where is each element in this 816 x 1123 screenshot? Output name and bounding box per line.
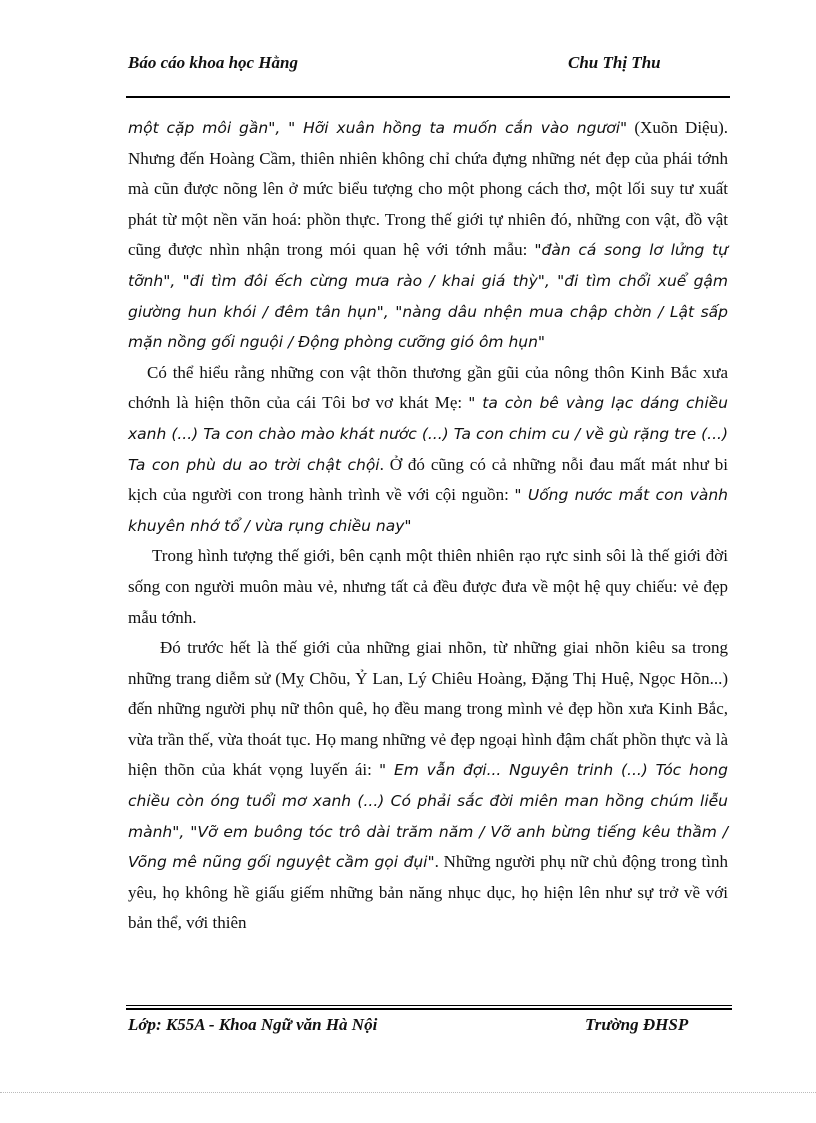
header-rule <box>126 96 730 98</box>
footer-rule-thick <box>126 1008 732 1010</box>
text: Đó trước hết là thế giới của những giai nhõn, từ những giai nhõn kiêu sa trong những trang diễm sử (Mỵ Chõu, Ỷ Lan, Lý Chiêu Hoàng, Đặng Thị Huệ, Ngọc Hõn...) đến những người phụ nữ thôn quê, họ đều mang trong mình vẻ đẹp hồn xưa Kinh Bắc, vừa trần thế, vừa thoát tục. Họ mang những vẻ đẹp ngoại hình đậm chất phồn thực và là hiện thõn của khát vọng luyến ái: <box>128 638 728 780</box>
footer-rule <box>126 1005 732 1006</box>
quote: " Uống nước mắt con vành khuyên nhớ tổ / vừa rụng chiều nay" <box>128 486 728 535</box>
header-left-title: Báo cáo khoa học Hằng <box>128 53 299 72</box>
quote: một cặp môi gần", " Hỡi xuân hồng ta muốn cắn vào ngươi" <box>128 119 628 137</box>
text: . Những người phụ nữ chủ động trong tình yêu, họ không hề giấu giếm những bản năng nhục dục, họ hiện lên như sự trở về với bản thể, với thiên <box>128 852 728 933</box>
document-body <box>128 113 728 939</box>
quote: " Em vẫn đợi... Nguyên trinh (...) Tóc hong chiều còn óng tuổi mơ xanh (...) Có phải sắc đời miên man hồng chúm liễu mành", "Vỡ em buông tóc trô dài trăm năm / Vỡ anh bừng tiếng kêu thầm / Võng mê nũng gối nguyệt cầm gọi đụi" <box>128 761 728 872</box>
header-author: Chu Thị Thu <box>568 53 661 72</box>
footer-school: Trường ĐHSP <box>585 1015 689 1034</box>
page-boundary <box>0 1092 816 1093</box>
paragraph-2 <box>128 358 728 542</box>
paragraph-3 <box>128 541 728 633</box>
text: . Ở đó cũng có cả những nỗi đau mất mát như bi kịch của người con trong hành trình về với cội nguồn: <box>128 454 728 505</box>
text: Trong hình tượng thế giới, bên cạnh một thiên nhiên rạo rực sinh sôi là thế giới đời sống con người muôn màu vẻ, nhưng tất cả đều được đưa về một hệ quy chiếu: vẻ đẹp mẫu tớnh. <box>128 546 728 627</box>
quote: "đàn cá song lơ lửng tự tỡnh", "đi tìm đôi ếch cừng mưa rào / khai giá thỳ", "đi tìm chổi xuể gậm giường hun khói / đêm tân hụn", "nàng dâu nhện mua chập chờn / Lật sấp mặn nồng gối nguội / Động phòng cưỡng gió ôm hụn" <box>128 241 728 352</box>
text: Có thể hiểu rằng những con vật thõn thương gần gũi của nông thôn Kinh Bắc xưa chớnh là hiện thõn của cái Tôi bơ vơ khát Mẹ: <box>128 362 728 413</box>
paragraph-4 <box>128 633 728 939</box>
footer-class-info: Lớp: K55A - Khoa Ngữ văn Hà Nội <box>128 1015 378 1034</box>
text: (Xuõn Diệu). Nhưng đến Hoàng Cầm, thiên nhiên không chỉ chứa đựng những nét đẹp của phái tớnh mà cũn được nõng lên ở mức biểu tượng cho một phong cách thơ, một lối suy tư xuất phát từ một nền văn hoá: phồn thực. Trong thế giới tự nhiên đó, những con vật, đồ vật cũng được nhìn nhận trong mói quan hệ với tớnh mẫu: <box>128 118 728 260</box>
quote: " ta còn bê vàng lạc dáng chiều xanh (...) Ta con chào mào khát nước (...) Ta con chim cu / về gù rặng tre (...) Ta con phù du ao trời chật chội <box>128 394 728 474</box>
paragraph-1 <box>128 113 728 358</box>
